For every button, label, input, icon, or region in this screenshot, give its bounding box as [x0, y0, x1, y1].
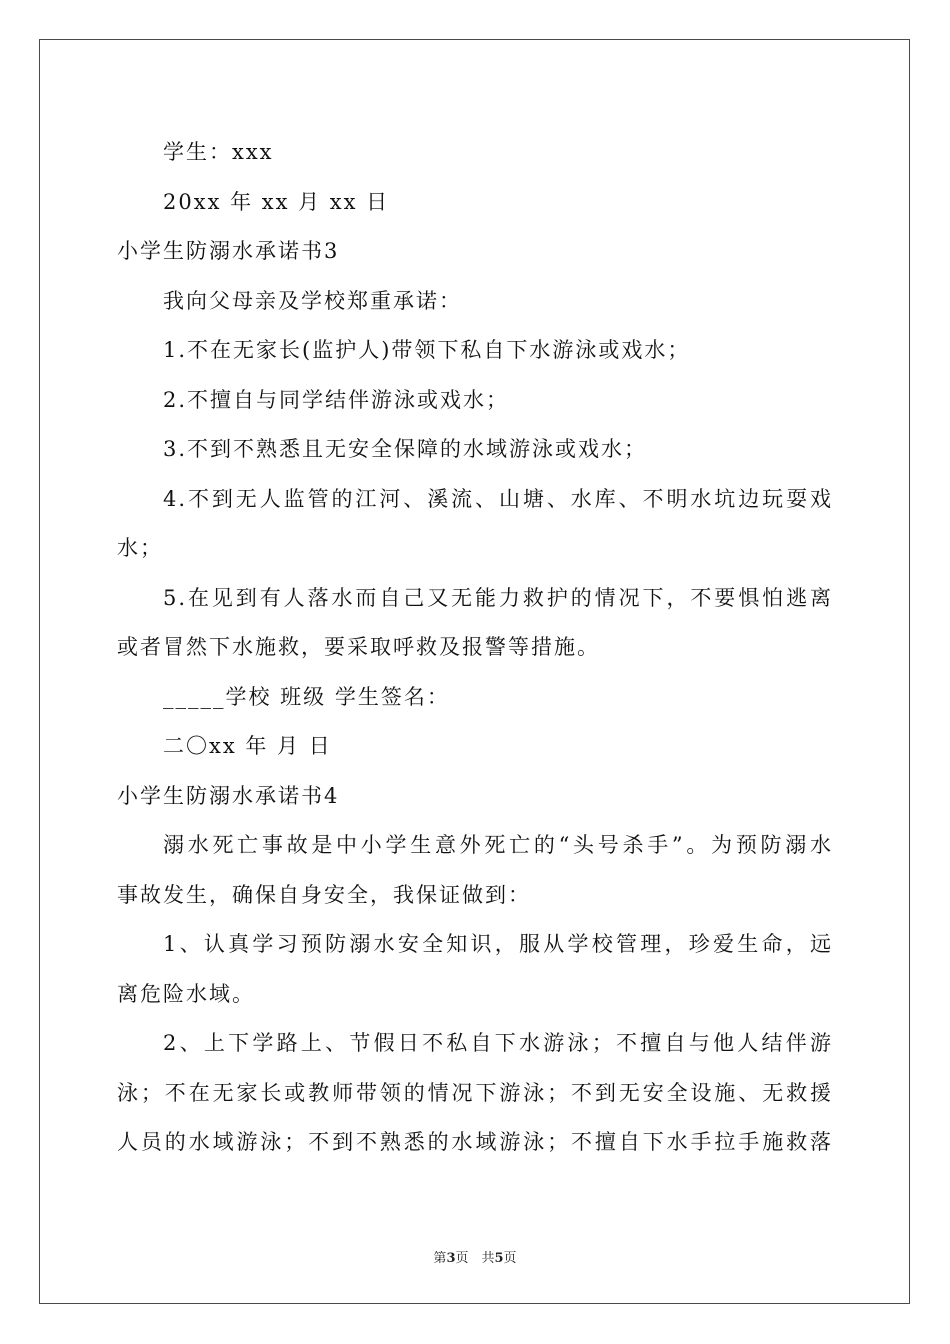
footer-prefix: 第 [433, 1251, 447, 1266]
text-line: 1.不在无家长(监护人)带领下私自下水游泳或戏水； [163, 338, 691, 362]
text-line: _____学校 班级 学生签名： [163, 684, 450, 709]
text-line: 小学生防溺水承诺书4 [117, 783, 340, 808]
footer-suffix: 页 [503, 1251, 517, 1266]
text-line: 事故发生，确保自身安全，我保证做到： [117, 882, 531, 907]
text-line: 学生：xxx [163, 140, 274, 164]
text-line: 4.不到无人监管的江河、溪流、山塘、水库、不明水坑边玩耍戏 [163, 486, 833, 511]
page-footer [0, 1247, 950, 1266]
footer-current-page: 3 [446, 1251, 456, 1266]
text-line: 离危险水域。 [117, 981, 255, 1006]
text-line: 20xx 年 xx 月 xx 日 [163, 189, 390, 214]
footer-total-pages: 5 [494, 1251, 504, 1266]
text-line: 2.不擅自与同学结伴游泳或戏水； [163, 387, 510, 412]
text-line: 5.在见到有人落水而自己又无能力救护的情况下，不要惧怕逃离 [163, 585, 833, 610]
text-line: 二〇xx 年 月 日 [163, 734, 332, 758]
text-line: 小学生防溺水承诺书3 [117, 239, 340, 263]
footer-mid: 页 共 [455, 1251, 495, 1266]
text-line: 2、上下学路上、节假日不私自下水游泳；不擅自与他人结伴游 [163, 1031, 833, 1055]
text-line: 3.不到不熟悉且无安全保障的水域游泳或戏水； [163, 437, 648, 461]
text-line: 我向父母亲及学校郑重承诺： [163, 288, 462, 313]
document-body [117, 128, 833, 1168]
text-line: 人员的水域游泳；不到不熟悉的水域游泳；不擅自下水手拉手施救落 [117, 1130, 833, 1154]
text-line: 泳；不在无家长或教师带领的情况下游泳；不到无安全设施、无救援 [117, 1080, 833, 1105]
text-line: 1、认真学习预防溺水安全知识，服从学校管理，珍爱生命，远 [163, 932, 833, 956]
text-line: 水； [117, 536, 163, 560]
text-line: 或者冒然下水施救，要采取呼救及报警等措施。 [117, 635, 600, 659]
text-line: 溺水死亡事故是中小学生意外死亡的“头号杀手”。为预防溺水 [163, 833, 833, 857]
